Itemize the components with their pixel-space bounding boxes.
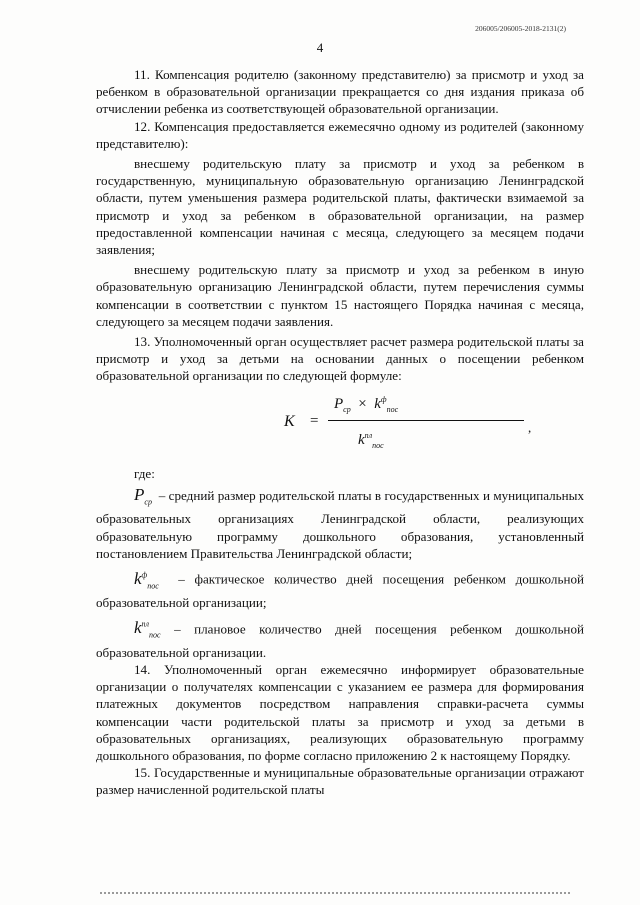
paragraph-12-item-a: внесшему родительскую плату за присмотр и уход за ребенком в государственную, муниципальную образовательную организацию Ленинградской области, путем уменьшения размера родительской платы, фактически взимаемой за присмотр и уход за ребенком в образовательной организации, на размер предоставленной компенсации начиная с месяца, следующего за месяцем подачи заявления; [96, 156, 584, 258]
formula-comma: , [528, 419, 532, 435]
formula [96, 387, 584, 465]
fraction-bar [328, 420, 524, 421]
paragraph-12-item-b: внесшему родительскую плату за присмотр и уход за ребенком в иную образовательную организацию Ленинградской области, путем перечисления суммы компенсации в соответствии с пунктом 15 настоящего Порядка начиная с месяца, следующего за месяцем подачи заявления. [96, 262, 584, 329]
symbol-k-fact: $k^ф_{пос}$ [134, 568, 159, 591]
paragraph-12: 12. Компенсация предоставляется ежемесячно одному из родителей (законному представителю): [96, 118, 584, 151]
document-id: 206005/206005-2018-2131(2) [475, 24, 566, 33]
body-text [96, 66, 584, 799]
page-number: 4 [316, 40, 324, 55]
definition-p-avg: $P_{ср}$ – средний размер родительской платы в государственных и муниципальных образовательных организациях Ленинградской области, реализующих образовательную программу дошкольного образования, установленный постановлением Правительства Ленинградской области; [96, 484, 584, 561]
formula-equals: = [310, 412, 319, 429]
symbol-k-plan: $k^{пл}_{пос}$ [134, 618, 161, 640]
scan-artifact-line [100, 892, 570, 894]
paragraph-14: 14. Уполномоченный орган ежемесячно информирует образовательные организации о получателях компенсации с указанием ее размера для формирования платежных документов посредством направления справки-расчета суммы компенсации части родительской платы за присмотр и уход за детьми в образовательных организациях, реализующих образовательную программу дошкольного образования, по форме согласно приложению 2 к настоящему Порядку. [96, 661, 584, 763]
where-label: где: [134, 465, 155, 481]
formula-lhs: К [284, 412, 295, 430]
paragraph-15: 15. Государственные и муниципальные образовательные организации отражают размер начисленной родительской платы [96, 765, 584, 798]
formula-denominator: $k^{пл}_{пос}$ [358, 430, 384, 450]
paragraph-11: 11. Компенсация родителю (законному представителю) за присмотр и уход за ребенком в образовательной организации прекращается со дня издания приказа об отчислении ребенка из соответствующей образовательной организации. [96, 67, 584, 117]
definition-k-fact: $k^ф_{пос}$ – фактическое количество дней посещения ребенком дошкольной образовательной организации; [96, 568, 584, 611]
symbol-p-avg: $P_{ср}$ [134, 484, 152, 507]
paragraph-13: 13. Уполномоченный орган осуществляет расчет размера родительской платы за присмотр и уход за детьми на основании данных о посещении ребенком образовательной организации по следующей формуле: [96, 334, 584, 384]
definition-k-plan: $k^{пл}_{пос}$ – плановое количество дней посещения ребенком дошкольной образовательной организации. [96, 618, 584, 660]
formula-numerator: $P_{ср} \times k^ф_{пос}$ [334, 394, 399, 414]
